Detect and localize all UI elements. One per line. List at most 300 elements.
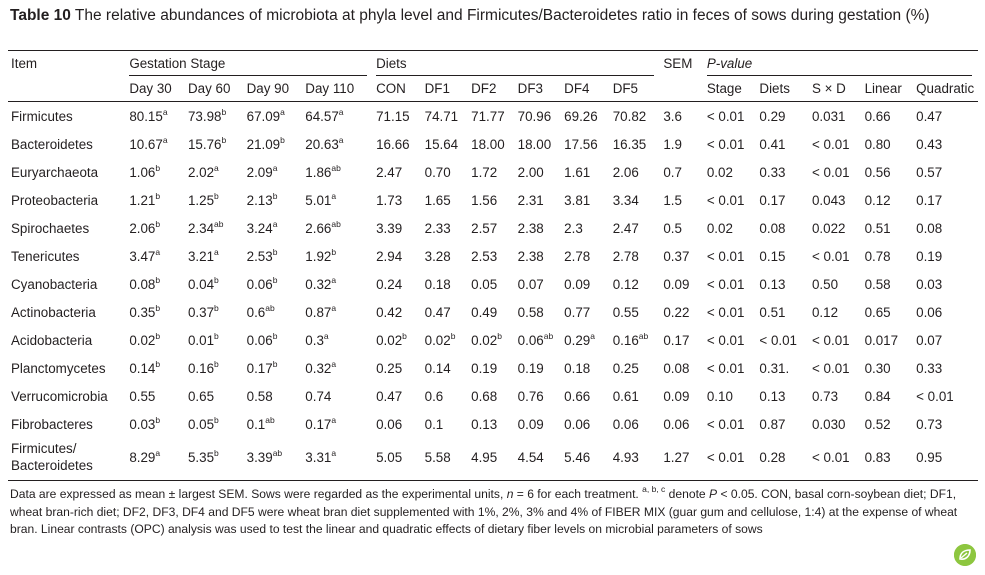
significance-letter: ab	[331, 218, 341, 229]
table-cell: 0.08$^b$	[129, 274, 161, 292]
table-cell: 0.04$^b$	[187, 274, 219, 292]
table-cell: 70.96	[517, 108, 552, 124]
table-cell: 2.78	[612, 248, 639, 264]
table-cell: 16.66	[376, 136, 410, 152]
row-item-label: Planctomycetes	[11, 360, 106, 376]
col-header: DF5	[610, 75, 661, 102]
header-sem-spacer	[660, 75, 703, 102]
significance-letter: b	[272, 274, 278, 285]
table-cell: 0.50	[811, 276, 839, 292]
significance-letter: b	[280, 134, 285, 145]
col-header: Linear	[862, 75, 914, 102]
table-cell: 0.74	[305, 388, 332, 404]
table-cell: 0.02	[706, 220, 733, 236]
table-cell: 0.35$^b$	[129, 302, 161, 320]
table-cell: 1.21$^b$	[129, 190, 161, 208]
significance-letter: b	[450, 330, 456, 341]
table-cell: 2.02$^a$	[187, 162, 219, 180]
table-cell: 0.022	[811, 220, 846, 236]
table-cell: 0.06	[612, 416, 639, 432]
row-item-label: Firmicutes/ Bacteroidetes	[11, 441, 93, 473]
table-cell: 1.25$^b$	[187, 190, 219, 208]
row-item-label: Actinobacteria	[11, 304, 96, 320]
table-cell: 0.68	[471, 388, 498, 404]
significance-letter: b	[214, 190, 219, 201]
header-diets: Diets	[373, 51, 660, 76]
table-cell: 4.95	[471, 449, 498, 465]
row-item-label: Bacteroidetes	[11, 136, 93, 152]
footnote-part1: Data are expressed as mean ± largest SEM. Sows were regarded as the experimental units,	[10, 487, 507, 501]
table-cell: 0.18	[424, 276, 451, 292]
table-cell: 2.66$^{ab}$	[305, 218, 341, 236]
significance-letter: a	[331, 190, 337, 201]
table-cell: 0.13	[471, 416, 498, 432]
significance-letter: b	[155, 162, 161, 173]
header-item-spacer	[8, 75, 126, 102]
table-cell: 0.02$^b$	[424, 330, 456, 348]
significance-letter: b	[221, 106, 227, 117]
table-cell: 0.47	[424, 304, 451, 320]
table-cell: 0.6	[424, 388, 444, 404]
row-item-label: Cyanobacteria	[11, 276, 98, 292]
table-cell: 2.78	[564, 248, 591, 264]
table-row	[8, 158, 978, 186]
table-cell: < 0.01	[811, 248, 850, 264]
table-cell: 74.71	[424, 108, 459, 124]
table-cell: 3.47$^a$	[129, 246, 161, 264]
table-cell: 0.15	[759, 248, 786, 264]
table-cell: 15.64	[424, 136, 459, 152]
significance-letter: a	[331, 358, 337, 369]
header-item: Item	[11, 55, 38, 71]
significance-letter: b	[155, 358, 161, 369]
table-cell: 0.03$^b$	[129, 414, 161, 432]
table-cell: 2.31	[517, 192, 544, 208]
table-cell: 0.16$^{ab}$	[612, 330, 649, 348]
significance-letter: b	[214, 302, 219, 313]
table-cell: 0.29$^a$	[564, 330, 595, 348]
significance-letter: b	[155, 414, 161, 425]
col-header: DF2	[468, 75, 515, 102]
table-cell: 2.06	[612, 164, 639, 180]
significance-letter: b	[221, 134, 227, 145]
table-cell: 2.38	[517, 248, 544, 264]
significance-letter: a	[214, 162, 219, 173]
table-cell: 0.16$^b$	[187, 358, 219, 376]
table-cell: < 0.01	[706, 304, 745, 320]
table-row	[8, 298, 978, 326]
significance-letter: b	[155, 302, 161, 313]
significance-letter: ab	[214, 218, 224, 229]
table-row	[8, 186, 978, 214]
table-cell: 0.58	[517, 304, 544, 320]
significance-letter: ab	[265, 414, 275, 425]
table-cell: < 0.01	[706, 248, 745, 264]
table-footnote	[10, 486, 958, 539]
table-cell: 0.14	[424, 360, 451, 376]
table-cell: < 0.01	[916, 388, 954, 404]
row-item-label: Spirochaetes	[11, 220, 90, 236]
table-cell: 0.08	[759, 220, 786, 236]
significance-letter: b	[155, 274, 161, 285]
table-cell: 0.12	[864, 192, 891, 208]
table-cell: 16.35	[612, 136, 647, 152]
table-cell: 0.030	[811, 416, 846, 432]
table-cell: 0.47	[916, 108, 943, 124]
table-cell: 2.47	[376, 164, 403, 180]
table-cell: 2.13$^b$	[246, 190, 278, 208]
significance-letter: a	[272, 218, 278, 229]
table-cell: 1.61	[564, 164, 591, 180]
table-cell: 5.01$^a$	[305, 190, 337, 208]
header-row-groups	[8, 51, 978, 76]
table-cell: 0.32$^a$	[305, 358, 337, 376]
table-cell: 0.7	[663, 164, 682, 180]
significance-letter: a	[155, 246, 161, 257]
significance-letter: b	[214, 447, 219, 458]
table-row	[8, 242, 978, 270]
header-row-columns	[8, 75, 978, 102]
significance-letter: b	[214, 414, 219, 425]
row-item-label: Firmicutes	[11, 108, 73, 124]
table-cell: < 0.01	[706, 332, 745, 348]
table-cell: 0.17	[916, 192, 943, 208]
significance-letter: b	[402, 330, 407, 341]
table-cell: 0.24	[376, 276, 403, 292]
table-cell: 0.09	[663, 388, 690, 404]
table-cell: 0.09	[517, 416, 544, 432]
col-header: Quadratic	[913, 75, 978, 102]
table-cell: 2.34$^{ab}$	[187, 218, 224, 236]
significance-letter: b	[155, 330, 161, 341]
col-header: CON	[373, 75, 422, 102]
header-p-value: P-value	[704, 51, 978, 76]
col-header: Day 60	[185, 75, 244, 102]
caption-text: The relative abundances of microbiota at phyla level and Firmicutes/Bacteroidetes ratio in feces of sows during gestation (%)	[74, 7, 930, 24]
col-header: Diets	[756, 75, 809, 102]
table-cell: 0.06$^b$	[246, 330, 278, 348]
table-cell: 3.6	[663, 108, 682, 124]
table-cell: 0.02$^b$	[471, 330, 502, 348]
table-cell: 0.51	[864, 220, 891, 236]
table-cell: 2.09$^a$	[246, 162, 278, 180]
table-cell: 2.3	[564, 220, 583, 236]
table-cell: 2.53$^b$	[246, 246, 278, 264]
table-cell: 1.92$^b$	[305, 246, 337, 264]
table-row	[8, 410, 978, 438]
significance-letter: a	[590, 330, 595, 341]
table-cell: < 0.01	[706, 108, 745, 124]
table-cell: 71.77	[471, 108, 505, 124]
table-cell: 0.5	[663, 220, 682, 236]
table-cell: 0.06	[916, 304, 943, 320]
significance-letter: ab	[265, 302, 275, 313]
table-cell: 0.52	[864, 416, 891, 432]
table-cell: 1.65	[424, 192, 451, 208]
significance-letter: b	[214, 358, 219, 369]
table-cell: 0.61	[612, 388, 639, 404]
table-cell: 69.26	[564, 108, 598, 124]
table-cell: 0.18	[564, 360, 591, 376]
row-item-label: Proteobacteria	[11, 192, 99, 208]
table-cell: 0.30	[864, 360, 891, 376]
table-cell: 0.70	[424, 164, 451, 180]
table-cell: 3.39	[376, 220, 403, 236]
table-cell: 2.38	[517, 220, 544, 236]
table-cell: 0.07	[916, 332, 943, 348]
table-cell: 3.39$^{ab}$	[246, 447, 283, 465]
header-gestation-stage: Gestation Stage	[126, 51, 373, 76]
significance-letter: b	[155, 190, 161, 201]
table-cell: 0.25	[612, 360, 639, 376]
table-cell: 4.93	[612, 449, 639, 465]
table-caption	[10, 5, 975, 26]
table-body	[8, 102, 978, 481]
table-cell: 0.14$^b$	[129, 358, 161, 376]
table-cell: 0.73	[916, 416, 943, 432]
table-cell: 0.13	[759, 388, 786, 404]
table-cell: 0.42	[376, 304, 403, 320]
table-row	[8, 382, 978, 410]
table-cell: < 0.01	[706, 449, 745, 465]
significance-letter: a	[155, 447, 161, 458]
table-cell: < 0.01	[811, 449, 850, 465]
table-cell: 0.32$^a$	[305, 274, 337, 292]
table-cell: 0.06$^b$	[246, 274, 278, 292]
table-cell: 0.22	[663, 304, 690, 320]
table-cell: 73.98$^b$	[187, 106, 227, 124]
table-cell: 0.29	[759, 108, 786, 124]
significance-letter: ab	[272, 447, 283, 458]
table-cell: 0.31.	[759, 360, 790, 376]
table-cell: < 0.01	[706, 360, 745, 376]
table-cell: 1.86$^{ab}$	[305, 162, 341, 180]
table-cell: < 0.01	[706, 136, 745, 152]
table-cell: 0.55	[612, 304, 639, 320]
significance-letter: b	[272, 246, 278, 257]
table-cell: 18.00	[471, 136, 505, 152]
table-cell: 5.05	[376, 449, 403, 465]
footnote-part2: = 6 for each treatment.	[513, 487, 643, 501]
table-cell: 0.83	[864, 449, 891, 465]
footnote-p: P	[709, 487, 718, 501]
row-item-label: Fibrobacteres	[11, 416, 93, 432]
table-cell: 15.76$^b$	[187, 134, 227, 152]
significance-letter: a	[272, 162, 278, 173]
col-header: DF4	[561, 75, 610, 102]
col-header: Stage	[704, 75, 757, 102]
table-cell: 1.72	[471, 164, 498, 180]
table-cell: 0.09	[663, 276, 690, 292]
row-item-label: Verrucomicrobia	[11, 388, 108, 404]
table-cell: 2.33	[424, 220, 451, 236]
table-row	[8, 102, 978, 131]
table-cell: 0.65	[864, 304, 891, 320]
table-cell: 0.17	[663, 332, 690, 348]
table-cell: 64.57$^a$	[305, 106, 344, 124]
table-cell: 0.6$^{ab}$	[246, 302, 275, 320]
table-cell: 0.25	[376, 360, 403, 376]
table-cell: 1.56	[471, 192, 498, 208]
significance-letter: b	[272, 330, 278, 341]
table-cell: 0.17	[759, 192, 786, 208]
table-cell: 2.53	[471, 248, 498, 264]
footnote-n: n	[506, 487, 514, 501]
significance-letter: a	[162, 106, 168, 117]
table-cell: 0.41	[759, 136, 786, 152]
table-cell: 0.12	[811, 304, 839, 320]
table-row	[8, 270, 978, 298]
significance-letter: a	[214, 246, 219, 257]
table-cell: 0.1$^{ab}$	[246, 414, 275, 432]
table-cell: 0.51	[759, 304, 786, 320]
table-cell: 80.15$^a$	[129, 106, 168, 124]
significance-letter: a	[331, 274, 337, 285]
table-cell: 0.87$^a$	[305, 302, 337, 320]
table-row	[8, 214, 978, 242]
table-cell: 0.02	[706, 164, 733, 180]
table-cell: 0.58	[864, 276, 891, 292]
table-cell: 5.46	[564, 449, 591, 465]
table-cell: 0.07	[517, 276, 544, 292]
table-cell: 0.87	[759, 416, 786, 432]
table-cell: 2.57	[471, 220, 498, 236]
table-cell: 0.66	[564, 388, 591, 404]
table-cell: 3.28	[424, 248, 451, 264]
table-cell: 3.31$^a$	[305, 447, 337, 465]
table-number: Table 10	[10, 7, 71, 24]
table-cell: 0.80	[864, 136, 891, 152]
table-cell: 0.77	[564, 304, 591, 320]
significance-letter: ab	[638, 330, 649, 341]
table-cell: 3.24$^a$	[246, 218, 278, 236]
table-cell: 71.15	[376, 108, 410, 124]
significance-letter: b	[331, 246, 337, 257]
table-cell: 0.66	[864, 108, 891, 124]
table-cell: 0.08	[663, 360, 690, 376]
col-header: Day 110	[302, 75, 373, 102]
table-cell: 0.17$^a$	[305, 414, 337, 432]
table-cell: 0.84	[864, 388, 891, 404]
table-cell: 0.47	[376, 388, 403, 404]
table-row	[8, 130, 978, 158]
col-header: Day 90	[244, 75, 303, 102]
table-cell: 2.06$^b$	[129, 218, 161, 236]
table-cell: 0.06	[376, 416, 403, 432]
table-cell: 8.29$^a$	[129, 447, 161, 465]
table-cell: 0.37$^b$	[187, 302, 219, 320]
table-cell: 0.78	[864, 248, 891, 264]
data-table	[8, 50, 978, 481]
table-cell: 17.56	[564, 136, 598, 152]
table-row	[8, 326, 978, 354]
table-cell: < 0.01	[811, 164, 850, 180]
table-cell: 20.63$^a$	[305, 134, 344, 152]
table-cell: 0.12	[612, 276, 639, 292]
col-header: S × D	[809, 75, 862, 102]
table-cell: 10.67$^a$	[129, 134, 168, 152]
significance-letter: a	[323, 330, 329, 341]
significance-letter: a	[280, 106, 285, 117]
table-cell: 0.58	[246, 388, 273, 404]
table-cell: 5.58	[424, 449, 451, 465]
footnote-letters: a, b, c	[642, 484, 666, 494]
table-cell: 1.06$^b$	[129, 162, 161, 180]
table-cell: 0.02$^b$	[129, 330, 161, 348]
table-cell: 0.19	[916, 248, 943, 264]
table-cell: 0.57	[916, 164, 943, 180]
table-cell: 1.27	[663, 449, 690, 465]
table-cell: < 0.01	[706, 276, 745, 292]
table-cell: 67.09$^a$	[246, 106, 285, 124]
table-cell: 0.43	[916, 136, 943, 152]
table-cell: 0.56	[864, 164, 891, 180]
table-cell: 1.73	[376, 192, 403, 208]
significance-letter: b	[155, 218, 161, 229]
significance-letter: b	[214, 274, 219, 285]
table-cell: < 0.01	[706, 416, 745, 432]
table-cell: 2.47	[612, 220, 639, 236]
table-cell: 0.76	[517, 388, 544, 404]
table-cell: < 0.01	[811, 136, 850, 152]
row-item-label: Tenericutes	[11, 248, 80, 264]
table-cell: 0.73	[811, 388, 839, 404]
significance-letter: a	[331, 447, 337, 458]
table-cell: 0.28	[759, 449, 786, 465]
table-cell: 0.06	[564, 416, 591, 432]
significance-letter: a	[331, 302, 337, 313]
table-cell: 0.017	[864, 332, 899, 348]
col-header: DF3	[515, 75, 562, 102]
table-row	[8, 354, 978, 382]
table-cell: 0.33	[759, 164, 786, 180]
table-cell: 0.19	[517, 360, 544, 376]
table-cell: 0.08	[916, 220, 943, 236]
significance-letter: b	[214, 330, 219, 341]
table-cell: 0.05$^b$	[187, 414, 219, 432]
table-cell: 2.00	[517, 164, 544, 180]
table-cell: 0.02$^b$	[376, 330, 407, 348]
table-cell: 70.82	[612, 108, 647, 124]
significance-letter: a	[331, 414, 337, 425]
significance-letter: a	[338, 106, 344, 117]
table-cell: 3.81	[564, 192, 591, 208]
significance-letter: ab	[331, 162, 341, 173]
table-cell: 0.1	[424, 416, 444, 432]
row-item-label: Acidobacteria	[11, 332, 93, 348]
table-cell: 0.03	[916, 276, 943, 292]
table-cell: 1.9	[663, 136, 682, 152]
significance-letter: b	[272, 190, 278, 201]
header-sem: SEM	[663, 55, 693, 71]
table-cell: 18.00	[517, 136, 552, 152]
table-cell: 0.95	[916, 449, 943, 465]
table-cell: 0.01$^b$	[187, 330, 219, 348]
significance-letter: ab	[543, 330, 554, 341]
footnote-part3: denote	[665, 487, 710, 501]
table-row	[8, 438, 978, 481]
table-cell: 0.13	[759, 276, 786, 292]
footnote-part4: < 0.05. CON, basal corn-soybean diet; DF1, wheat bran-rich diet; DF2, DF3, DF4 and DF5 were wheat bran diet supplemented with 1%, 2%, 3% and 4% of FIBER MIX (guar gum and cellulose, 1:4) at the expense of wheat bran. Linear contrasts (OPC) analysis was used to test the linear and quadratic effects of dietary fiber levels on microbial parameters of sows	[10, 487, 958, 536]
table-cell: 21.09$^b$	[246, 134, 285, 152]
significance-letter: a	[338, 134, 344, 145]
table-cell: 4.54	[517, 449, 544, 465]
table-cell: 0.10	[706, 388, 733, 404]
table-cell: 0.55	[129, 388, 156, 404]
table-cell: 0.19	[471, 360, 498, 376]
table-cell: 3.21$^a$	[187, 246, 219, 264]
table-cell: 0.05	[471, 276, 498, 292]
